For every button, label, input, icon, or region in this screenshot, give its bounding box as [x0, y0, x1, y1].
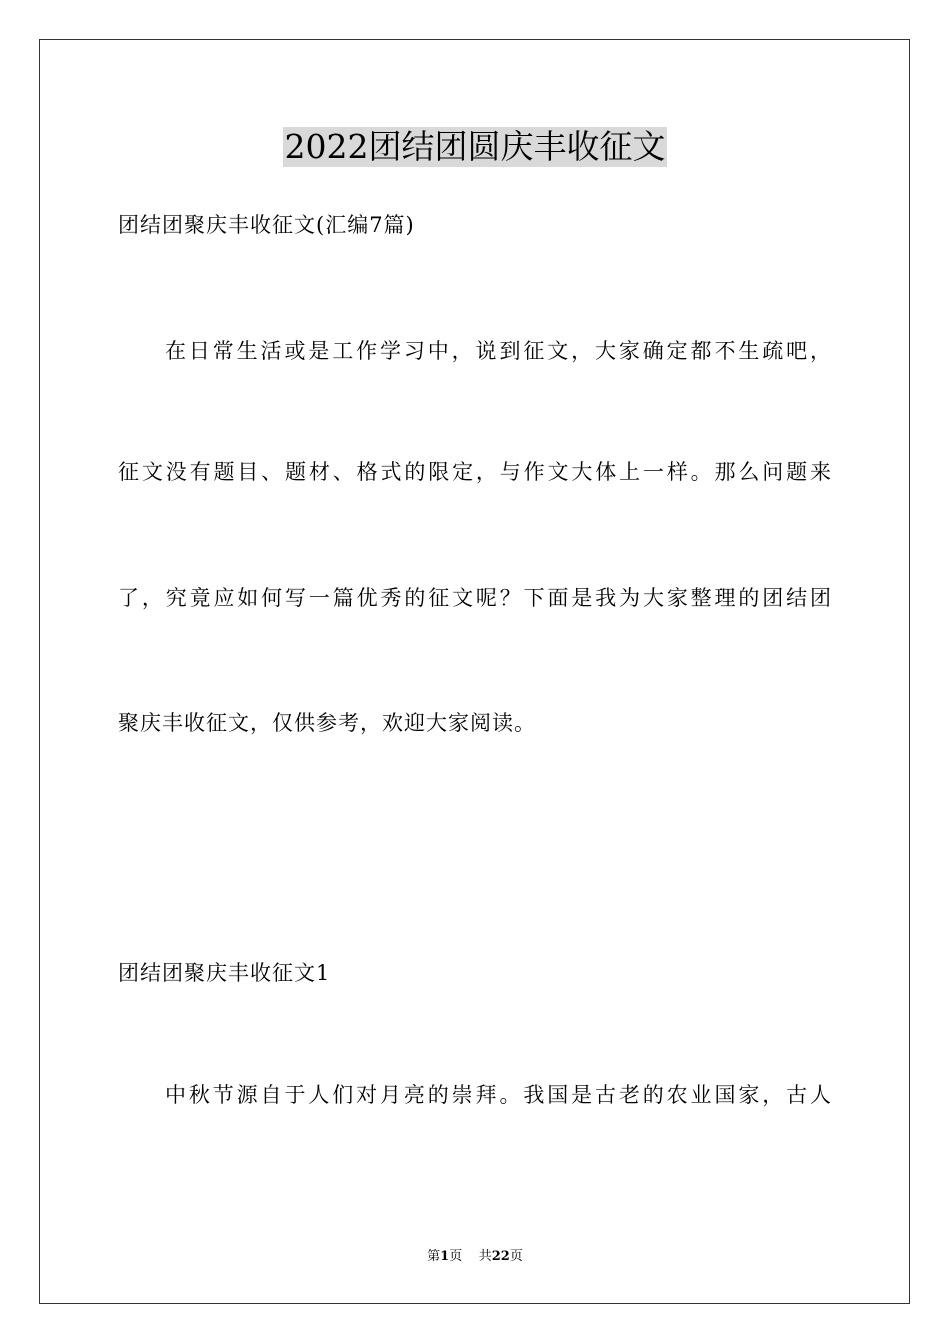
- page-footer: [0, 1248, 950, 1266]
- footer-page-prefix: 第: [427, 1249, 441, 1264]
- footer-total-pages: 22: [491, 1249, 510, 1264]
- intro-line-3: 了，究竟应如何写一篇优秀的征文呢？下面是我为大家整理的团结团: [118, 586, 831, 610]
- footer-total-suffix: 页: [509, 1249, 523, 1264]
- document-title: [0, 127, 950, 167]
- intro-line-4: 聚庆丰收征文，仅供参考，欢迎大家阅读。: [118, 711, 536, 735]
- document-subtitle: 团结团聚庆丰收征文(汇编7篇): [118, 213, 415, 237]
- footer-page-suffix: 页: [449, 1249, 463, 1264]
- document-title-text: 2022团结团圆庆丰收征文: [284, 127, 666, 166]
- section-heading: 团结团聚庆丰收征文1: [118, 961, 331, 985]
- intro-line-1: 在日常生活或是工作学习中，说到征文，大家确定都不生疏吧，: [165, 339, 831, 363]
- footer-page-number: 1: [440, 1249, 450, 1264]
- section-line-1: 中秋节源自于人们对月亮的崇拜。我国是古老的农业国家，古人: [165, 1083, 831, 1107]
- footer-total-prefix: 共: [478, 1249, 492, 1264]
- intro-line-2: 征文没有题目、题材、格式的限定，与作文大体上一样。那么问题来: [118, 460, 831, 484]
